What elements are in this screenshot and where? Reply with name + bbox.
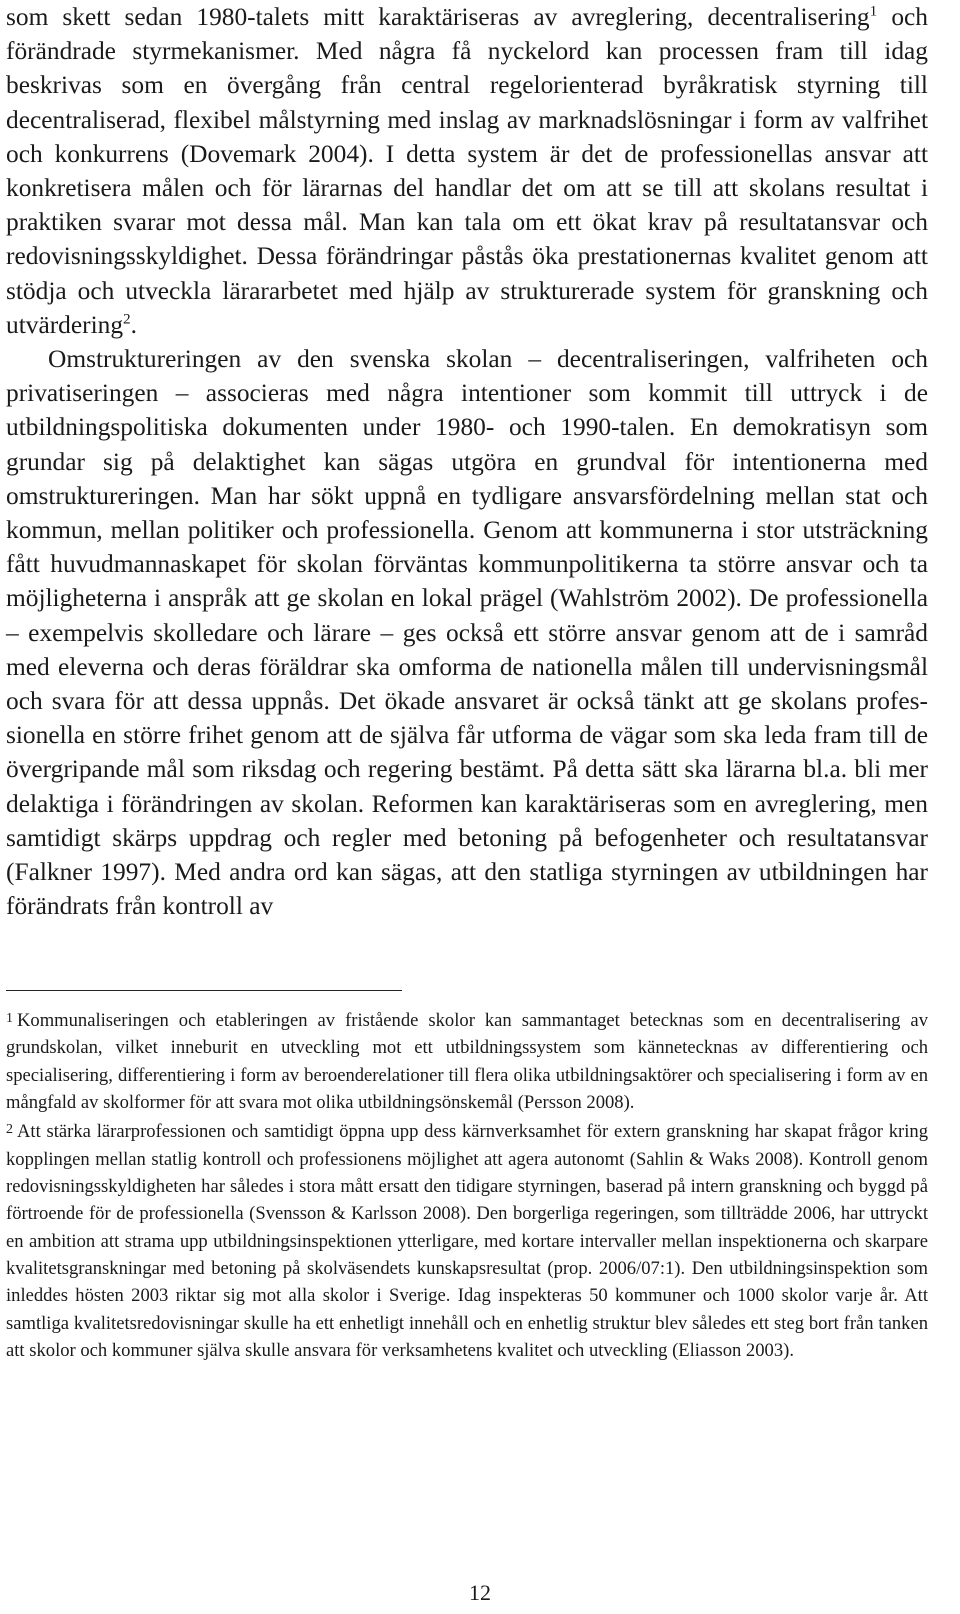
paragraph-1-text-a: som skett sedan 1980-talets mitt karaktäriseras av avreglering, decentralisering (6, 3, 870, 31)
footnote-2-text: Att stärka lärarprofessionen och samtidigt öppna upp dess kärnverksamhet för extern granskning har skapat frågor kring kopplingen mellan statlig kontroll och professionens möjlighet att agera autonomt (Sahlin & Waks 2008). Kontroll genom redovisningsskyldigheten har således i stora mått ersatt den tidigare styrningen, baserad på intern granskning och byggd på förtroende för de professionella (Svensson & Karlsson 2008). Den borgerliga regeringen, som tillträdde 2006, har uttryckt en ambition att strama upp utbildningsinspektionen ytterligare, med kortare intervaller mellan inspektionerna och skarpare kvalitetsgranskningar med betoning på skolväsendets kunskapsresultat (prop. 2006/07:1). Den utbildningsinspektion som inleddes hösten 2003 riktar sig mot alla skolor i Sverige. Idag inspekteras 50 kommuner och 1000 skolor varje år. Att samtliga kvalitetsredovisningar skulle ha ett enhetligt innehåll och en enhetlig struktur blev således ett steg bort från tanken att skolor och kommuner själva skulle ansvara för verksamhetens kvalitet och utveckling (Eliasson 2003). (6, 1121, 928, 1361)
footnote-2-number: 2 (6, 1122, 13, 1138)
paragraph-2: Omstruktureringen av den svenska skolan – decentraliseringen, valfriheten och privatiseringen – associeras med några intentioner som kommit till uttryck i de utbildningspolitiska dokumenten under 1980- och 1990-talen. En demokratisyn som grundar sig på delaktighet kan sägas utgöra en grundval för intentionerna med omstruktureringen. Man har sökt uppnå en tydligare ansvarsfördelning mellan stat och kommun, mellan politiker och professionella. Genom att kommunerna i stor utsträckning fått huvudmannaskapet för skolan förväntas kommunpolitikerna ta större ansvar och ta möjligheterna i anspråk att ge skolan en lokal prägel (Wahlström 2002). De professionella – exempelvis skolledare och lärare – ges också ett större ansvar genom att de i samråd med eleverna och deras föräldrar ska omforma de nationella målen till undervisningsmål och svara för att dessa uppnås. Det ökade ansvaret är också tänkt att ge skolans professionella en större frihet genom att de själva får utforma de vägar som ska leda fram till de övergripande mål som riksdag och regering bestämt. På detta sätt ska lärarna bl.a. bli mer delaktiga i förändringen av skolan. Reformen kan karaktäriseras som en avreglering, men samtidigt skärps uppdrag och regler med betoning på befogenheter och resultatansvar (Falkner 1997). Med andra ord kan sägas, att den statliga styrningen av utbildningen har förändrats från kontroll av (6, 345, 928, 921)
paragraph-1 (6, 0, 928, 342)
footnote-ref-2: 2 (123, 310, 131, 328)
document-page (6, 0, 929, 1361)
footnote-1-text: Kommunaliseringen och etableringen av fristående skolor kan sammantaget betecknas som en decentralisering av grundskolan, vilket inneburit en utveckling mot ett utbildningssystem som kännetecknas av differentiering och specialisering, differentiering i form av beroenderelationer till flera olika utbildningsaktörer och specialisering i form av en mångfald av skolformer för att svara mot olika utbildningsönskemål (Persson 2008). (6, 1010, 928, 1114)
footnote-divider (6, 990, 402, 991)
body-text (6, 0, 928, 923)
footnote-1-number: 1 (6, 1011, 13, 1026)
footnote-1 (6, 1005, 928, 1116)
page-number: 12 (469, 1580, 491, 1605)
footnote-ref-1: 1 (869, 2, 878, 20)
paragraph-1-text-b: och förändrade styrmekanismer. Med några få nyckelord kan processen fram till idag beskrivas som en övergång från central regelorienterad byråkratisk styrning till decentraliserad, flexibel målstyrning med inslag av marknadslösningar i form av valfrihet och konkurrens (Dovemark 2004). I detta system är det de professionellas ansvar att konkretisera målen och för lärarnas del handlar det om att se till att skolans resultat i praktiken svarar mot dessa mål. Man kan tala om ett ökat krav på resultatansvar och redovisningsskyldighet. Dessa förändringar påstås öka prestationernas kvalitet genom att stödja och utveckla lärararbetet med hjälp av strukturerade system för granskning och utvärdering (6, 3, 929, 339)
paragraph-1-text-c: . (130, 310, 138, 339)
footnote-2 (6, 1116, 928, 1364)
footnotes (6, 1005, 928, 1364)
